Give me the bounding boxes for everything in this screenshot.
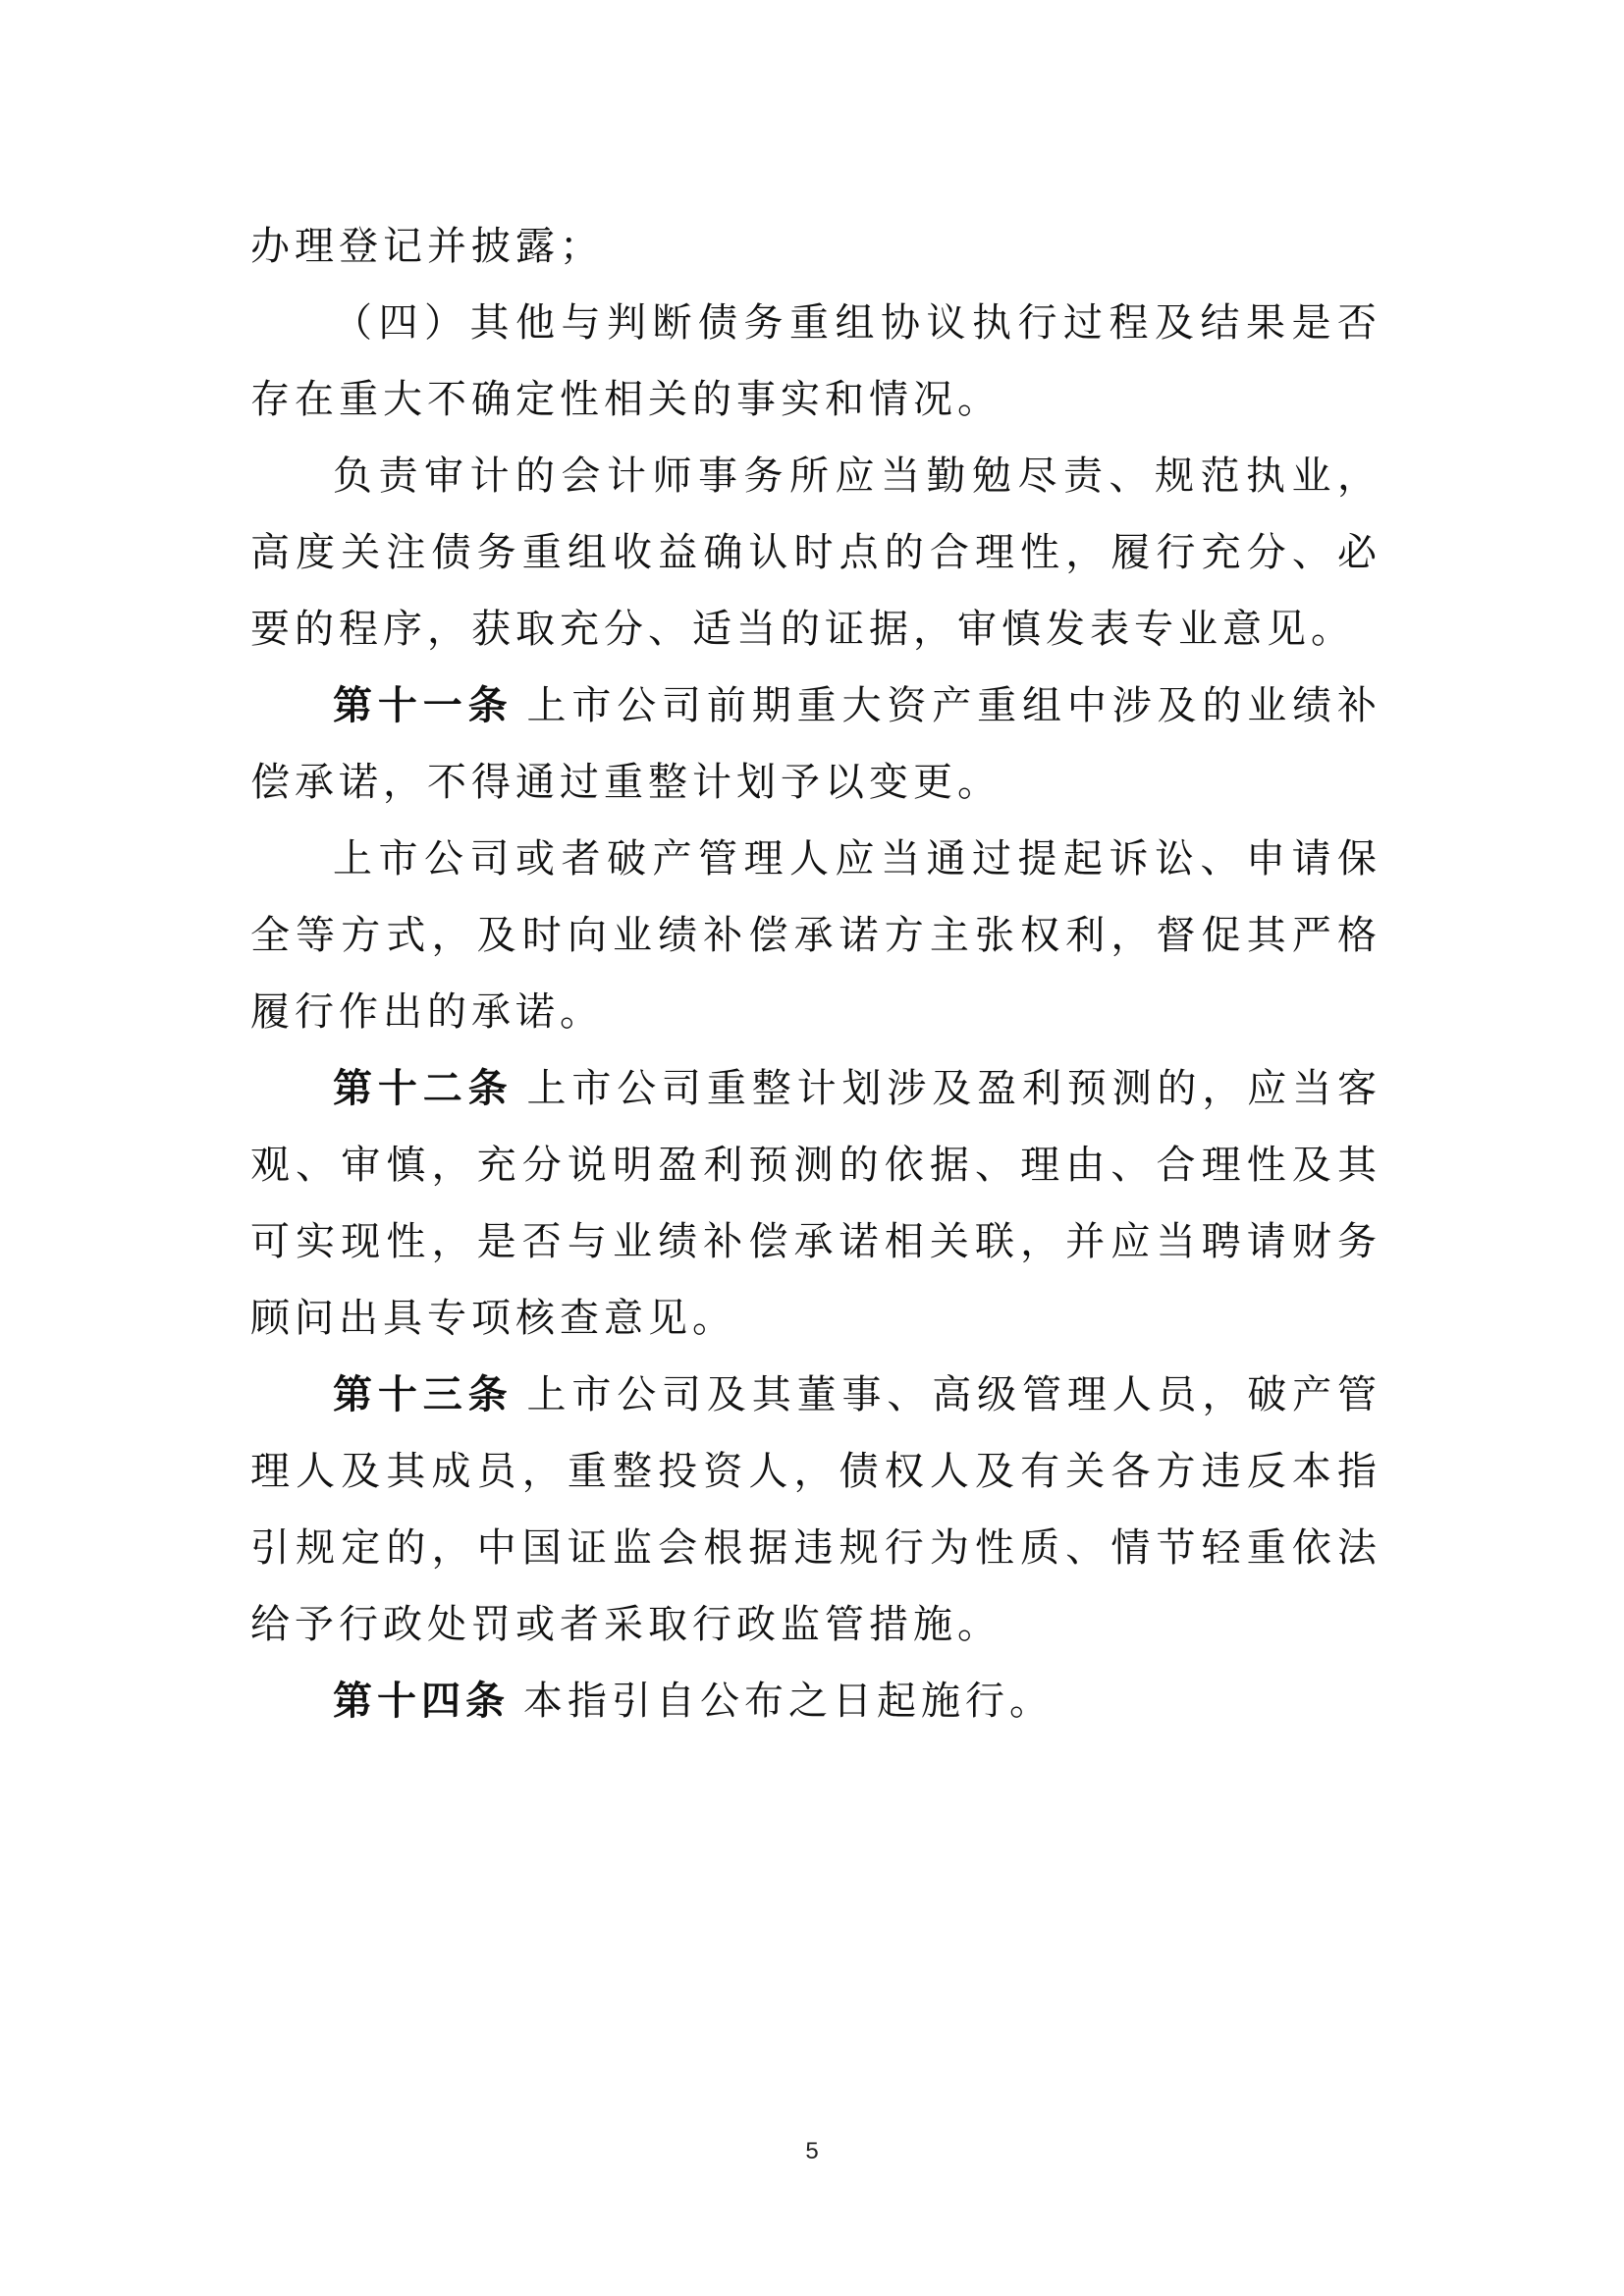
paragraph-text: （四）其他与判断债务重组协议执行过程及结果是否存在重大不确定性相关的事实和情况。 (250, 300, 1381, 422)
page-number: 5 (805, 2138, 819, 2164)
paragraph-continuation (250, 208, 1381, 285)
article-heading: 第十二条 (333, 1065, 514, 1111)
article-13 (250, 1357, 1381, 1663)
article-heading: 第十一条 (333, 682, 514, 728)
article-heading: 第十四条 (333, 1678, 510, 1724)
paragraph-text: 上市公司及其董事、高级管理人员，破产管理人及其成员，重整投资人，债权人及有关各方违反本指引规定的，中国证监会根据违规行为性质、情节轻重依法给予行政处罚或者采取行政监管措施。 (250, 1372, 1382, 1647)
paragraph-text: 上市公司重整计划涉及盈利预测的，应当客观、审慎，充分说明盈利预测的依据、理由、合理性及其可实现性，是否与业绩补偿承诺相关联，并应当聘请财务顾问出具专项核查意见。 (250, 1066, 1382, 1341)
paragraph-text: 办理登记并披露； (250, 224, 604, 269)
paragraph-bankruptcy-administrator (250, 821, 1381, 1050)
paragraph-text: 负责审计的会计师事务所应当勤勉尽责、规范执业，高度关注债务重组收益确认时点的合理性，履行充分、必要的程序，获取充分、适当的证据，审慎发表专业意见。 (250, 454, 1381, 652)
document-body (250, 208, 1381, 1739)
article-11 (250, 667, 1381, 821)
article-12 (250, 1050, 1381, 1357)
paragraph-text: 上市公司或者破产管理人应当通过提起诉讼、申请保全等方式，及时向业绩补偿承诺方主张权利，督促其严格履行作出的承诺。 (250, 836, 1381, 1035)
paragraph-text: 上市公司前期重大资产重组中涉及的业绩补偿承诺，不得通过重整计划予以变更。 (250, 683, 1382, 805)
paragraph-text: 本指引自公布之日起施行。 (523, 1679, 1054, 1724)
article-14 (250, 1663, 1381, 1739)
paragraph-audit-firm (250, 438, 1381, 667)
article-heading: 第十三条 (333, 1371, 514, 1417)
paragraph-item-four (250, 285, 1381, 438)
